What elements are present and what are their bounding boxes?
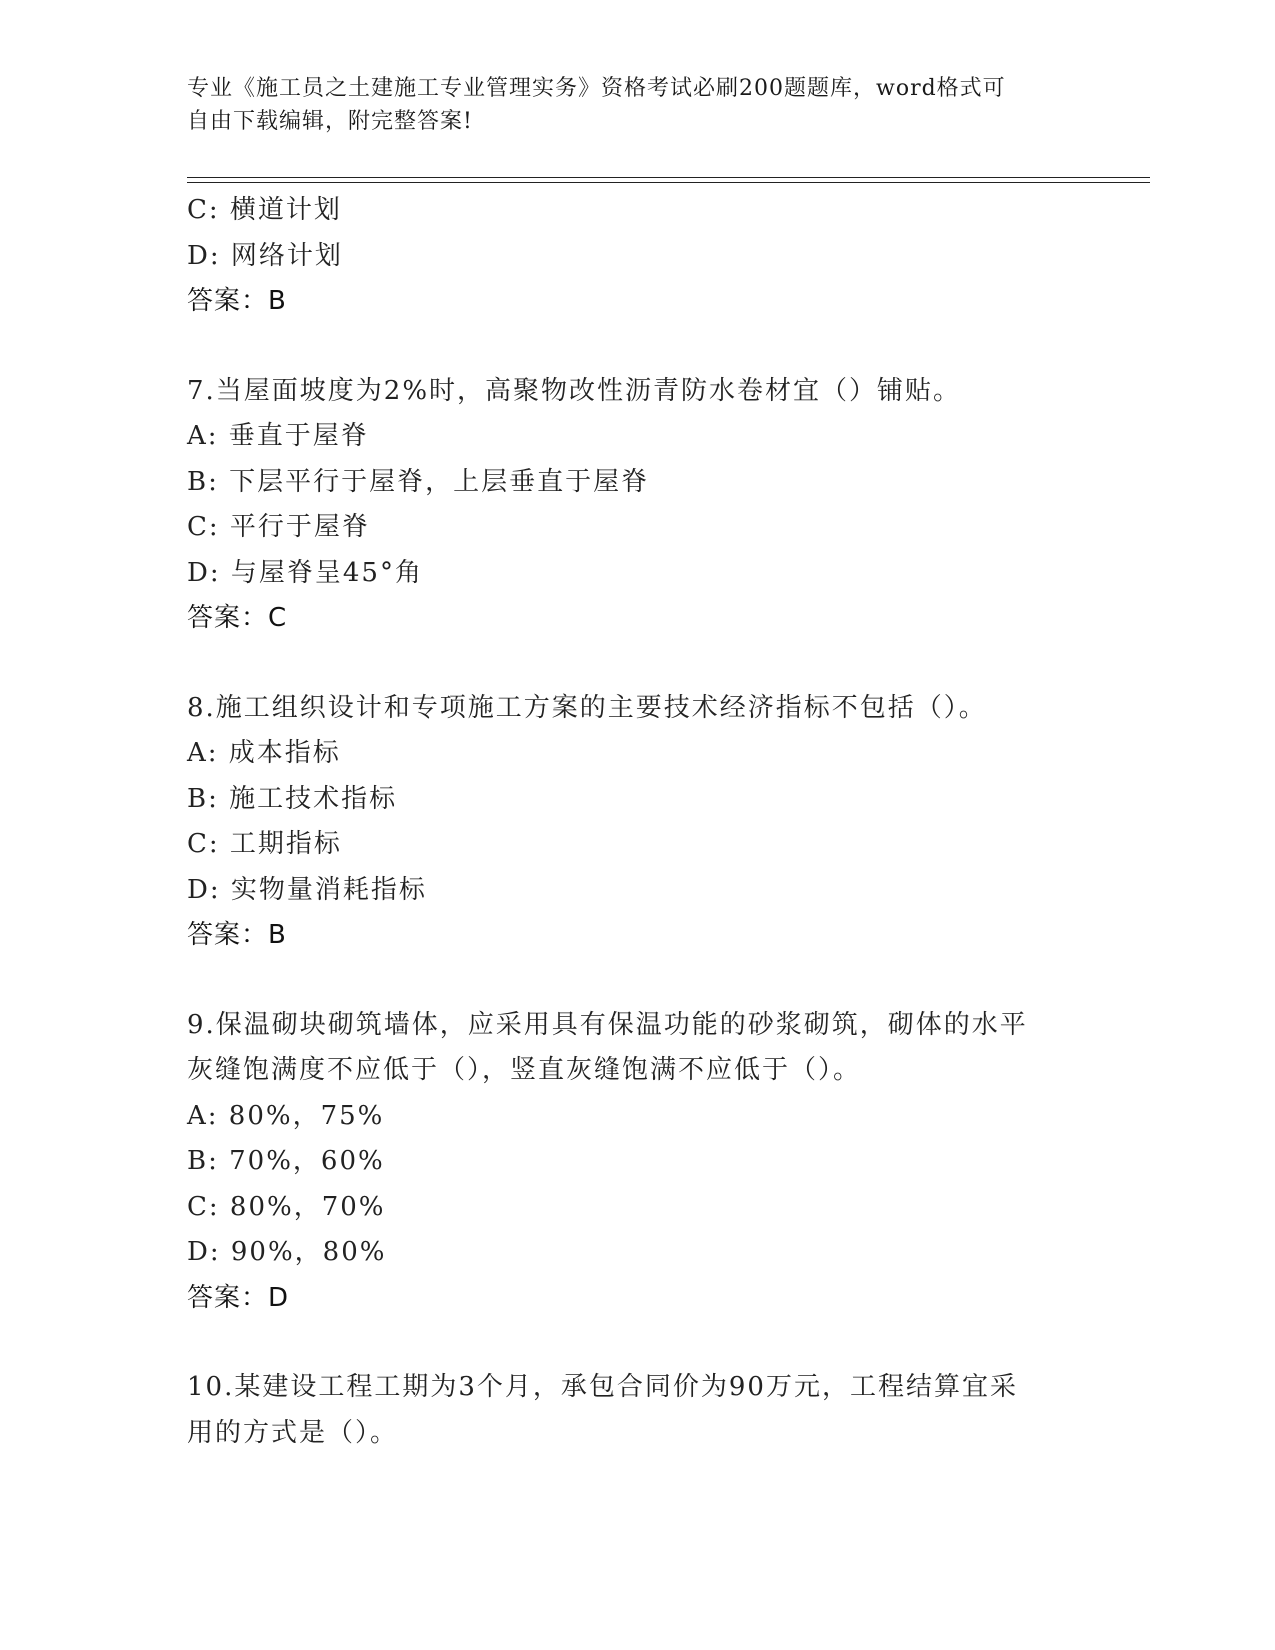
option-a: A: 成本指标 <box>187 738 341 768</box>
option-d: D: 网络计划 <box>187 240 343 271</box>
option-c: C: 80%，70% <box>187 1191 386 1222</box>
option-a: A: 垂直于屋脊 <box>187 421 369 451</box>
document-header <box>187 72 1067 138</box>
option-d: D: 与屋脊呈45°角 <box>187 557 423 588</box>
option-b: B: 70%，60% <box>187 1146 385 1176</box>
question-8 <box>187 686 1067 959</box>
question-stem-line-1: 10.某建设工程工期为3个月，承包合同价为90万元，工程结算宜采 <box>187 1372 1018 1402</box>
question-stem-line-2: 用的方式是（）。 <box>187 1417 399 1448</box>
answer-label: 答案：B <box>187 920 287 950</box>
option-d: D: 90%，80% <box>187 1237 387 1267</box>
answer-label: 答案：B <box>187 286 287 316</box>
question-6-tail <box>187 188 1067 325</box>
header-divider-bottom <box>187 182 1150 183</box>
option-b: B: 施工技术指标 <box>187 783 398 814</box>
answer-label: 答案：C <box>187 603 288 633</box>
question-list <box>187 188 1067 1456</box>
option-c: C: 横道计划 <box>187 195 342 225</box>
header-divider-top <box>187 177 1150 178</box>
spacer <box>187 1321 1067 1365</box>
spacer <box>187 959 1067 1003</box>
header-line-2: 自由下载编辑，附完整答案! <box>187 109 473 134</box>
answer-label: 答案：D <box>187 1282 290 1313</box>
option-c: C: 平行于屋脊 <box>187 512 370 542</box>
header-line-1: 专业《施工员之土建施工专业管理实务》资格考试必刷200题题库，word格式可 <box>187 76 1006 101</box>
question-stem-line-1: 9.保温砌块砌筑墙体，应采用具有保温功能的砂浆砌筑，砌体的水平 <box>187 1009 1028 1040</box>
question-stem: 8.施工组织设计和专项施工方案的主要技术经济指标不包括（）。 <box>187 692 987 723</box>
question-10 <box>187 1365 1067 1456</box>
option-c: C: 工期指标 <box>187 829 342 859</box>
spacer <box>187 325 1067 369</box>
option-b: B: 下层平行于屋脊，上层垂直于屋脊 <box>187 466 650 497</box>
question-9 <box>187 1003 1067 1322</box>
question-stem: 7.当屋面坡度为2%时，高聚物改性沥青防水卷材宜（）铺贴。 <box>187 375 962 406</box>
spacer <box>187 642 1067 686</box>
question-7 <box>187 369 1067 642</box>
option-d: D: 实物量消耗指标 <box>187 874 427 905</box>
option-a: A: 80%，75% <box>187 1100 385 1131</box>
question-stem-line-2: 灰缝饱满度不应低于（），竖直灰缝饱满不应低于（）。 <box>187 1055 862 1085</box>
